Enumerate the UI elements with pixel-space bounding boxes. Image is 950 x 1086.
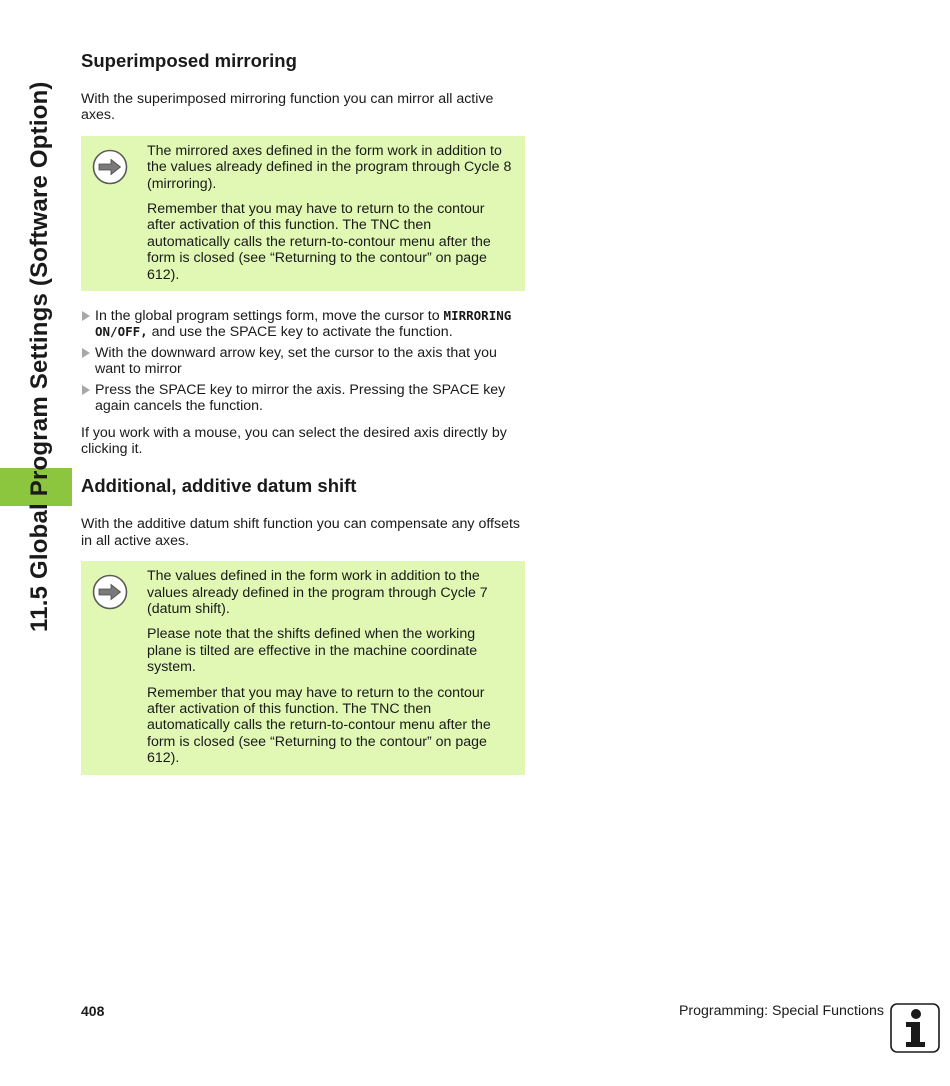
step-list <box>81 308 525 414</box>
section-heading: Superimposed mirroring <box>81 50 297 71</box>
list-item <box>81 308 525 341</box>
triangle-bullet-icon <box>82 348 90 358</box>
triangle-bullet-icon <box>82 385 90 395</box>
info-icon <box>890 1003 940 1053</box>
step-text: Press the SPACE key to mirror the axis. Pressing the SPACE key again cancels the function. <box>95 381 506 415</box>
side-chapter-title: 11.5 Global Program Settings (Software Option) <box>26 81 53 632</box>
note-text: Remember that you may have to return to the contour after activation of this function. The TNC then automatically calls the return-to-contour menu after the form is closed (see “Returning to the contour” on page 612). <box>147 201 491 283</box>
section-superimposed-mirroring <box>81 48 525 457</box>
step-code: MIRRORING ON/OFF, <box>95 308 512 340</box>
step-text: In the global program settings form, move the cursor to <box>95 308 444 325</box>
arrow-right-circle-icon <box>92 149 128 185</box>
list-item <box>81 382 525 415</box>
note-box <box>81 561 525 774</box>
triangle-bullet-icon <box>82 311 90 321</box>
section-intro: With the superimposed mirroring function you can mirror all active axes. <box>81 91 494 124</box>
page-content <box>81 48 525 792</box>
note-text: The mirrored axes defined in the form work in addition to the values already defined in the program through Cycle 8 (mirroring). <box>147 142 512 192</box>
note-text: Please note that the shifts defined when the working plane is tilted are effective in the machine coordinate system. <box>147 626 478 676</box>
page-number: 408 <box>81 1003 105 1019</box>
section-outro: If you work with a mouse, you can select the desired axis directly by clicking it. <box>81 424 507 457</box>
list-item <box>81 345 525 378</box>
note-box <box>81 136 525 291</box>
step-text: With the downward arrow key, set the cursor to the axis that you want to mirror <box>95 344 497 378</box>
arrow-right-circle-icon <box>92 574 128 610</box>
footer-chapter-title: Programming: Special Functions <box>678 1003 884 1019</box>
section-heading: Additional, additive datum shift <box>81 475 357 497</box>
section-additive-datum-shift <box>81 473 525 774</box>
note-text: The values defined in the form work in addition to the values already defined in the program through Cycle 7 (datum shift). <box>147 568 488 617</box>
step-text: and use the SPACE key to activate the function. <box>147 324 453 341</box>
note-text: Remember that you may have to return to the contour after activation of this function. The TNC then automatically calls the return-to-contour menu after the form is closed (see “Returning to the contour” on page 612). <box>147 684 491 767</box>
section-intro: With the additive datum shift function you can compensate any offsets in all active axes. <box>81 516 521 549</box>
